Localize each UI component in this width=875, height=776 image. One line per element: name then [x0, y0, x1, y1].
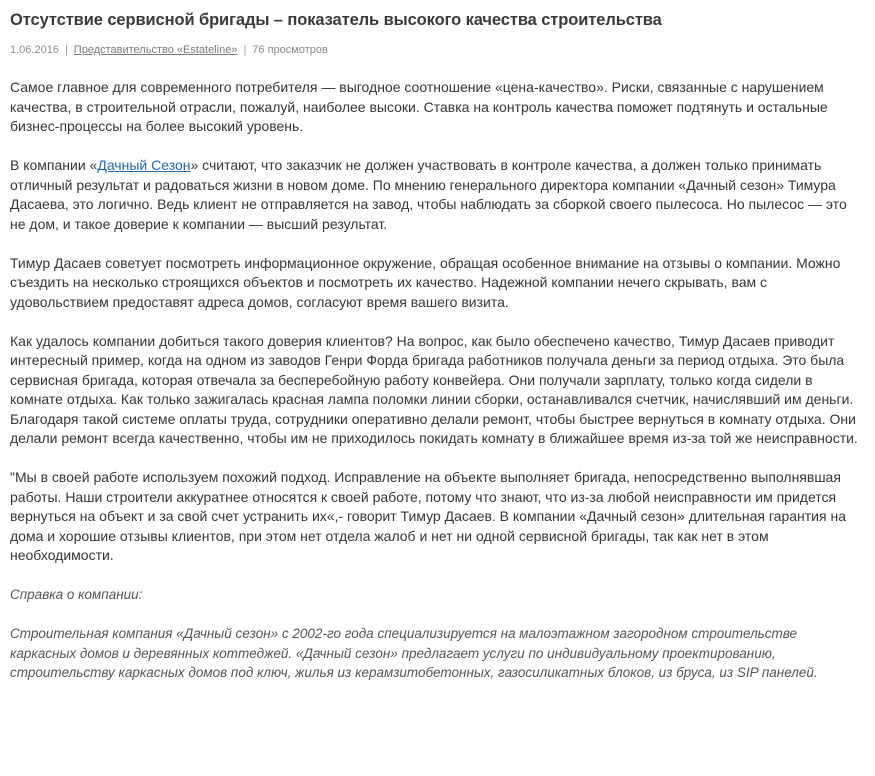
- paragraph-advice: Тимур Дасаев советует посмотреть информационное окружение, обращая особенное внимание на отзывы о компании. Можно съездить на несколько строящихся объектов и посмотреть их качество. Надежной компании нечего скрывать, вам с удовольствием предоставят адреса домов, согласуют время вашего визита.: [10, 254, 841, 310]
- meta-separator: |: [243, 44, 247, 56]
- meta-separator: |: [64, 44, 68, 56]
- company-link[interactable]: Дачный Сезон: [97, 157, 191, 173]
- paragraph-company: [10, 156, 865, 234]
- reference-heading: Справка о компании:: [10, 587, 143, 602]
- view-count: 76 просмотров: [252, 44, 328, 56]
- paragraph-text: В компании «: [10, 157, 98, 173]
- paragraph-text: » считают, что заказчик не должен участвовать в контроле качества, а должен только принимать отличный результат и радоваться жизни в новом доме. По мнению генерального директора компании «Дачный сезон» Тимура Дасаева, это логично. Ведь клиент не отправляется на завод, чтобы наблюдать за сборкой своего пылесоса. Но пылесос — это не дом, и такое доверие к компании — высший результат.: [10, 157, 847, 232]
- publish-date: 1.06.2016: [10, 44, 59, 56]
- article-meta: [10, 43, 865, 57]
- paragraph-quote: "Мы в своей работе используем похожий подход. Исправление на объекте выполняет бригада, непосредственно выполнявшая работы. Наши строители аккуратнее относятся к своей работе, потому что знают, что из-за любой неисправности им придется вернуться на объект и за свой счет устранить их«,- говорит Тимур Дасаев. В компании «Дачный сезон» длительная гарантия на дома и хорошие отзывы клиентов, при этом нет отдела жалоб и нет ни одной сервисной бригады, так как нет в этом необходимости.: [10, 469, 846, 563]
- reference-text: Строительная компания «Дачный сезон» с 2002-го года специализируется на малоэтажном загородном строительстве каркасных домов и деревянных коттеджей. «Дачный сезон» предлагает услуги по индивидуальному проектированию, строительству каркасных домов под ключ, жилья из керамзитобетонных, газосиликатных блоков, из бруса, из SIP панелей.: [10, 626, 818, 680]
- author-link[interactable]: Представительство «Estateline»: [73, 44, 238, 56]
- article: [0, 9, 875, 683]
- paragraph-ford-example: Как удалось компании добиться такого доверия клиентов? На вопрос, как было обеспечено качество, Тимур Дасаев приводит интересный пример, когда на одном из заводов Генри Форда бригада работников получала деньги за период отдыха. Это была сервисная бригада, которая отвечала за бесперебойную работу конвейера. Они получали зарплату, только когда сидели в комнате отдыха. Как только зажигалась красная лампа поломки линии сборки, останавливался счетчик, начислявший им деньги. Благодаря такой системе оплаты труда, сотрудники оперативно делали ремонт, чтобы быстрее вернуться в комнату отдыха. Они делали ремонт всегда качественно, чтобы им не приходилось покидать комнату в ближайшее время из-за той же неисправности.: [10, 332, 858, 446]
- paragraph-intro: Самое главное для современного потребителя — выгодное соотношение «цена-качество». Риски, связанные с нарушением качества, в строительной отрасли, пожалуй, наиболее высоки. Ставка на контроль качества поможет подтянуть и остальные бизнес-процессы на более высокий уровень.: [10, 79, 828, 134]
- article-title: Отсутствие сервисной бригады – показатель высокого качества строительства: [10, 11, 662, 29]
